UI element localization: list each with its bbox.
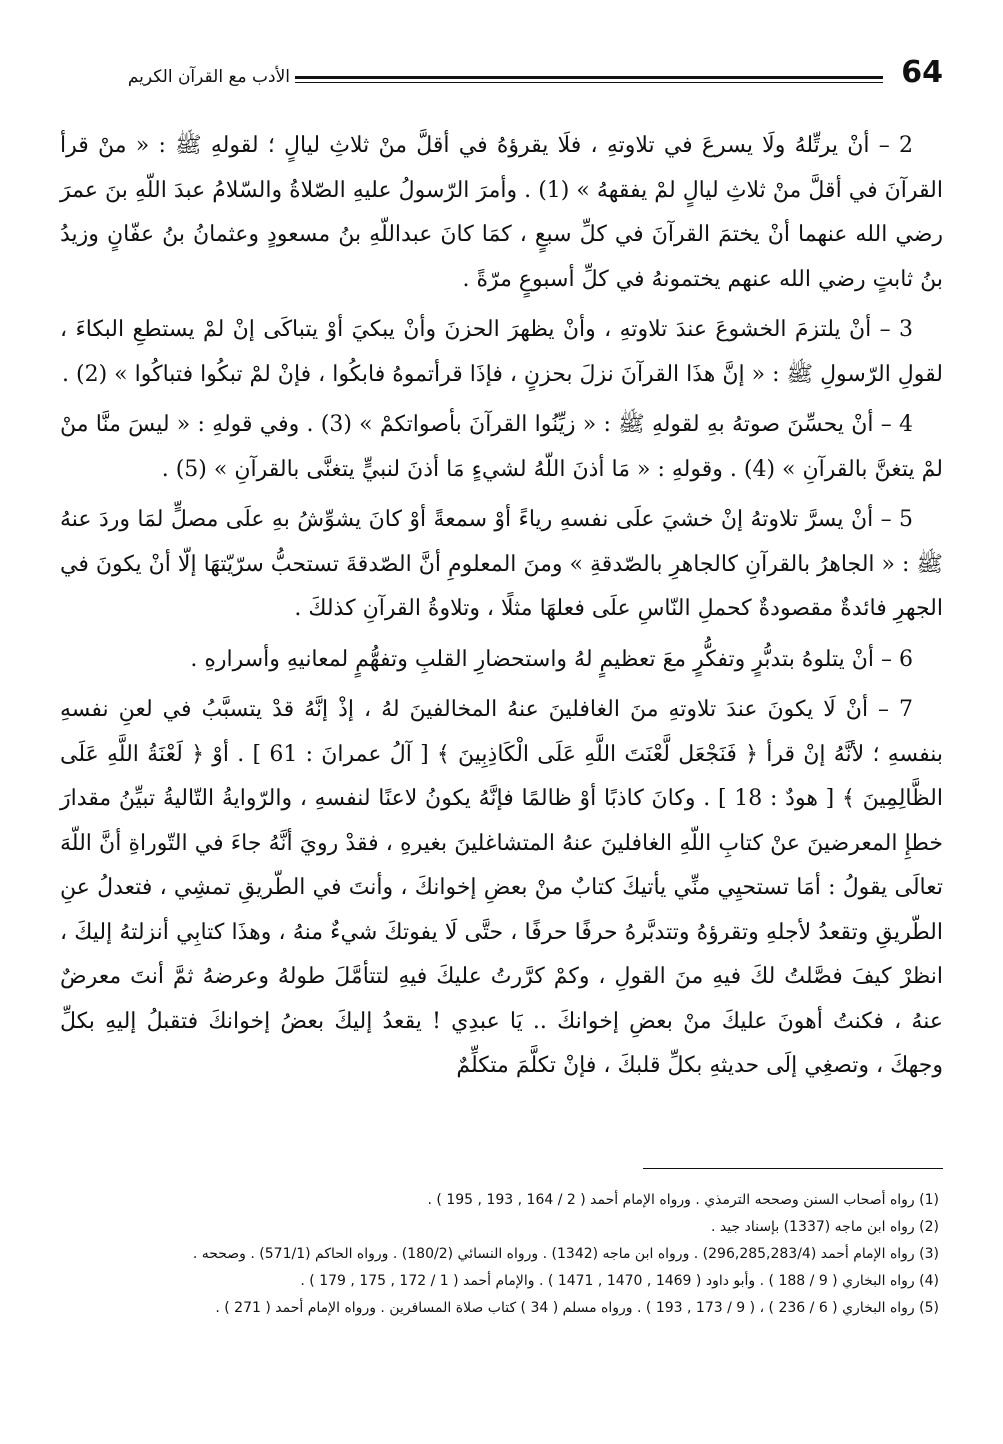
book-page bbox=[60, 50, 943, 1404]
page-number: 64 bbox=[901, 55, 943, 90]
paragraph-5: 5 – أنْ يسرَّ تلاوتهُ إنْ خشيَ علَى نفسهِ رياءً أوْ سمعةً أوْ كانَ يشوِّشُ بهِ علَى مصلٍّ لمَا وردَ عنهُ ﷺ : « الجاهرُ بالقرآنِ كالجاهرِ بالصّدقةِ » ومنَ المعلومِ أنَّ الصّدقةَ تستحبُّ سرّيّتهَا إلّا أنْ يكونَ في الجهرِ فائدةٌ مقصودةٌ كحملِ النّاسِ علَى فعلهَا مثلًا ، وتلاوةُ القرآنِ كذلكَ . bbox=[60, 507, 943, 621]
header-rule-thin bbox=[295, 82, 883, 83]
paragraph-3: 3 – أنْ يلتزمَ الخشوعَ عندَ تلاوتهِ ، وأنْ يظهرَ الحزنَ وأنْ يبكيَ أوْ يتباكَى إنْ لمْ يستطعِ البكاءَ ، لقولِ الرّسولِ ﷺ : « إنَّ هذَا القرآنَ نزلَ بحزنٍ ، فإذَا قرأتموهُ فابكُوا ، فإنْ لمْ تبكُوا فتباكُوا » (2) . bbox=[60, 317, 943, 387]
paragraph-2: 2 – أنْ يرتِّلهُ ولَا يسرعَ في تلاوتهِ ، فلَا يقرؤهُ في أقلَّ منْ ثلاثِ ليالٍ ؛ لقولهِ ﷺ : « منْ قرأ القرآنَ في أقلَّ منْ ثلاثِ ليالٍ لمْ يفقههُ » (1) . وأمرَ الرّسولُ عليهِ الصّلاةُ والسّلامُ عبدَ اللّهِ بنَ عمرَ رضي الله عنهما أنْ يختمَ القرآنَ في كلِّ سبعٍ ، كمَا كانَ عبداللّهِ بنُ مسعودٍ وعثمانُ بنُ عفّانٍ وزيدُ بنُ ثابتٍ رضي الله عنهم يختمونهُ في كلِّ أسبوعٍ مرّةً . bbox=[60, 133, 943, 292]
footnote-4: (4) رواه البخاري ( 9 / 188 ) . وأبو داود ( 1469 , 1470 , 1471 ) . والإمام أحمد ( 1 / 172 , 175 , 179 ) . bbox=[300, 1273, 939, 1289]
paragraph-4: 4 – أنْ يحسِّنَ صوتهُ بهِ لقولهِ ﷺ : « زيِّنُوا القرآنَ بأصواتكمْ » (3) . وفي قولهِ : « ليسَ منَّا منْ لمْ يتغنَّ بالقرآنِ » (4) . وقولهِ : « مَا أذنَ اللّهُ لشيءٍ مَا أذنَ لنبيٍّ يتغنَّى بالقرآنِ » (5) . bbox=[60, 412, 943, 482]
footnote-divider bbox=[643, 1168, 943, 1169]
footnote-3: (3) رواه الإمام أحمد (296,285,283/4) . ورواه ابن ماجه (1342) . ورواه النسائي (180/2) . ورواه الحاكم (571/1) . وصححه . bbox=[192, 1246, 939, 1262]
main-text bbox=[60, 124, 943, 1089]
footnotes bbox=[60, 1168, 943, 1322]
paragraph-7: 7 – أنْ لَا يكونَ عندَ تلاوتهِ منَ الغافلينَ عنهُ المخالفينَ لهُ ، إذْ إنَّهُ قدْ يتسبَّبُ في لعنِ نفسهِ بنفسهِ ؛ لأنَّهُ إنْ قرأ ﴿ فَنَجْعَل لَّعْنَتَ اللَّهِ عَلَى الْكَاذِبِينَ ﴾ [ آلُ عمرانَ : 61 ] . أوْ ﴿ لَعْنَةُ اللَّهِ عَلَى الظَّالِمِينَ ﴾ [ هودٌ : 18 ] . وكانَ كاذبًا أوْ ظالمًا فإنَّهُ يكونُ لاعنًا لنفسهِ ، والرّوايةُ التّاليةُ تبيِّنُ مقدارَ خطإِ المعرضينَ عنْ كتابِ اللّهِ الغافلينَ عنهُ المتشاغلينَ بغيرهِ ، فقدْ رويَ أنَّهُ جاءَ في التّوراةِ أنَّ اللّهَ تعالَى يقولُ : أمَا تستحيِي منِّي يأتيكَ كتابٌ منْ بعضِ إخوانكَ ، وأنتَ في الطّريقِ تمشِي ، فتعدلُ عنِ الطّريقِ وتقعدُ لأجلهِ وتقرؤهُ وتتدبَّرهُ حرفًا حرفًا ، حتَّى لَا يفوتكَ شيءٌ منهُ ، وهذَا كتابِي أنزلتهُ إليكَ ، انظرْ كيفَ فصَّلتُ لكَ فيهِ منَ القولِ ، وكمْ كرَّرتُ عليكَ فيهِ لتتأمَّلَ طولهُ وعرضهُ ثمَّ أنتَ معرضٌ عنهُ ، فكنتُ أهونَ عليكَ منْ بعضِ إخوانكَ .. يَا عبدِي ! يقعدُ إليكَ بعضُ إخوانكَ فتقبلُ إليهِ بكلِّ وجهكَ ، وتصغِي إلَى حديثهِ بكلِّ قلبكَ ، فإنْ تكلَّمَ متكلِّمٌ bbox=[60, 697, 944, 1078]
footnote-2: (2) رواه ابن ماجه (1337) بإسناد جيد . bbox=[711, 1219, 939, 1235]
footnote-list bbox=[60, 1187, 943, 1322]
footnote-1: (1) رواه أصحاب السنن وصححه الترمذي . ورواه الإمام أحمد ( 2 / 164 , 193 , 195 ) . bbox=[427, 1192, 939, 1208]
page-header bbox=[60, 50, 943, 100]
footnote-5: (5) رواه البخاري ( 6 / 236 ) ، ( 9 / 173 , 193 ) . ورواه مسلم ( 34 ) كتاب صلاة المسافرين . ورواه الإمام أحمد ( 271 ) . bbox=[215, 1300, 939, 1316]
running-title: الأدب مع القرآن الكريم bbox=[127, 67, 290, 87]
paragraph-6: 6 – أنْ يتلوهُ بتدبُّرٍ وتفكُّرٍ معَ تعظيمٍ لهُ واستحضارِ القلبِ وتفهُّمٍ لمعانيهِ وأسرارهِ . bbox=[190, 646, 913, 672]
header-rule bbox=[295, 76, 883, 79]
